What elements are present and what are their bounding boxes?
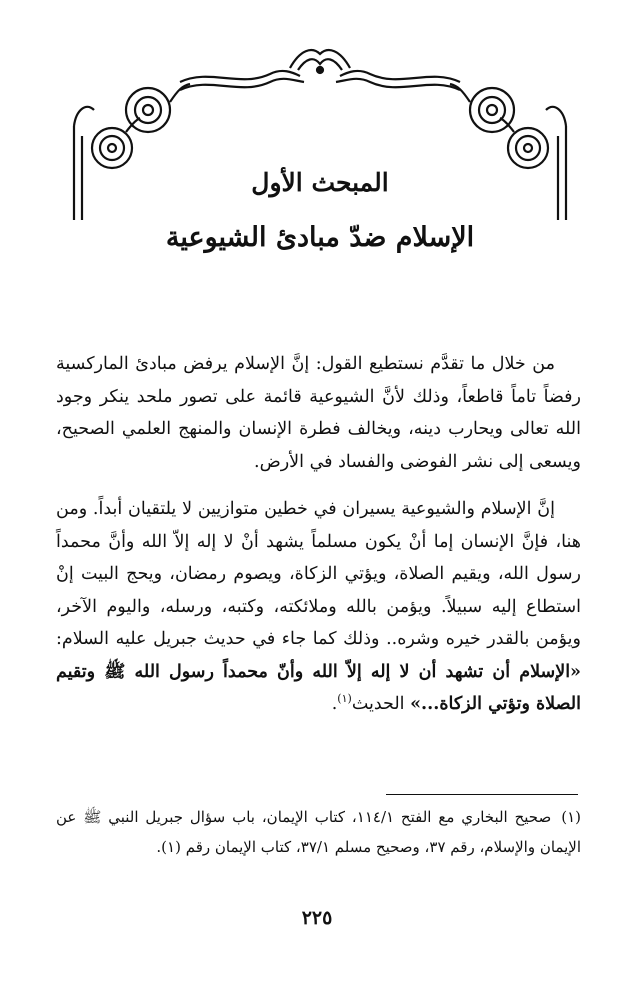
paragraph-2: إنَّ الإسلام والشيوعية يسيران في خطين متوازيين لا يلتقيان أبداً. ومن هنا، فإنَّ الإنسان إما أنْ يكون مسلماً يشهد أنْ لا إله إلاّ الله وأنَّ محمداً رسول الله، ويقيم الصلاة، ويؤتي الزكاة، ويصوم رمضان، ويحج البيت إنْ استطاع إليه سبيلاً. ويؤمن بالله وملائكته، وكتبه، ورسله، واليوم الآخر، ويؤمن بالقدر خيره وشره.. وذلك كما جاء في حديث جبريل عليه السلام: «الإسلام أن تشهد أن لا إله إلاّ الله وأنّ محمداً رسول الله ﷺ وتقيم الصلاة وتؤتي الزكاة...» الحديث$^{(١)}$. [56, 499, 581, 714]
paragraph-1: من خلال ما تقدَّم نستطيع القول: إنَّ الإسلام يرفض مبادئ الماركسية رفضاً تاماً قاطعاً، وذلك لأنَّ الشيوعية قائمة على تصور ملحد ينكر وجود الله تعالى ويحارب دينه، ويخالف فطرة الإنسان والمنهج العلمي الصحيح، ويسعى إلى نشر الفوضى والفساد في الأرض. [56, 354, 581, 472]
body-text [56, 348, 581, 721]
footnote-divider [386, 794, 578, 795]
section-heading: المبحث الأول [251, 168, 389, 197]
footnote-reference: (١) [337, 692, 352, 706]
hadith-quote: «الإسلام أن تشهد أن لا إله إلاّ الله وأنّ محمداً رسول الله ﷺ وتقيم الصلاة وتؤتي الزكاة...» [56, 661, 581, 714]
footnote [56, 802, 581, 862]
footnote-text: صحيح البخاري مع الفتح ١١٤/١، كتاب الإيمان، باب سؤال جبريل النبي ﷺ عن الإيمان والإسلام، رقم ٣٧، وصحيح مسلم ٣٧/١، كتاب الإيمان رقم (١). [56, 808, 581, 856]
paragraph-2-tail: الحديث [351, 694, 411, 714]
paragraph-2-lead: إنَّ الإسلام والشيوعية يسيران في خطين متوازيين لا يلتقيان أبداً. ومن هنا، فإنَّ الإنسان إما أنْ يكون مسلماً يشهد أنْ لا إله إلاّ الله وأنَّ محمداً رسول الله، ويقيم الصلاة، ويؤتي الزكاة، ويصوم رمضان، ويحج البيت إنْ استطاع إليه سبيلاً. ويؤمن بالله وملائكته، وكتبه، ورسله، واليوم الآخر، ويؤمن بالقدر خيره وشره.. وذلك كما جاء في حديث جبريل عليه السلام: [56, 499, 581, 649]
chapter-title: الإسلام ضدّ مبادئ الشيوعية [165, 222, 475, 253]
footnote-number: (١) [561, 808, 581, 826]
page-number: ٢٢٥ [301, 907, 333, 929]
